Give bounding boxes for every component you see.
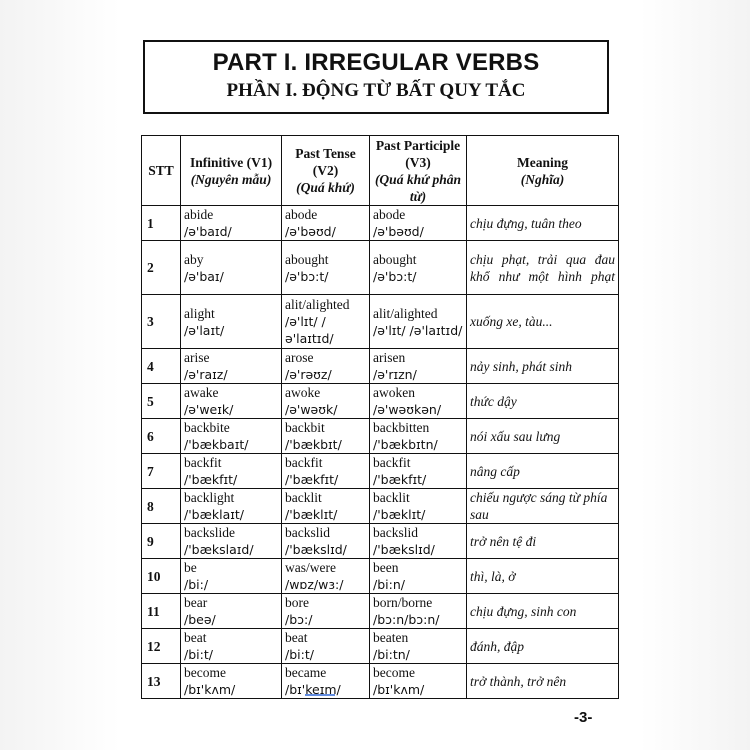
cell-meaning: [467, 349, 619, 384]
cell-meaning: [467, 559, 619, 594]
past-participle-word: arisen: [373, 350, 406, 365]
past-participle-ipa: /ə'bɔ:t/: [373, 268, 417, 284]
cell-past-participle: [370, 594, 467, 629]
row-number: 8: [147, 498, 154, 514]
cell-past-participle: [370, 419, 467, 454]
table-row: [142, 206, 619, 241]
cell-infinitive: [181, 559, 282, 594]
infinitive-ipa: /ə'weɪk/: [184, 402, 234, 417]
cell-infinitive: [181, 241, 282, 295]
row-number: 11: [147, 603, 160, 619]
past-tense-word: bore: [285, 595, 309, 610]
infinitive-word: alight: [184, 305, 215, 321]
past-participle-ipa: /bi:tn/: [373, 647, 410, 662]
infinitive-word: backslide: [184, 525, 235, 540]
infinitive-word: backbite: [184, 420, 230, 435]
infinitive-ipa: /bɪ'kʌm/: [184, 682, 236, 697]
infinitive-ipa: /beə/: [184, 612, 216, 627]
past-tense-ipa: /wɒz/wɜ:/: [285, 577, 344, 592]
cell-past-tense: [282, 206, 370, 241]
cell-stt: [142, 241, 181, 295]
cell-stt: [142, 664, 181, 699]
table-row: [142, 295, 619, 349]
infinitive-ipa: /ə'raɪz/: [184, 367, 228, 382]
page-subtitle: PHẦN I. ĐỘNG TỪ BẤT QUY TẮC: [226, 80, 526, 101]
cell-infinitive: [181, 419, 282, 454]
past-tense-word: backslid: [285, 525, 330, 540]
row-number: 1: [147, 215, 154, 231]
column-header-infinitive: Infinitive (V1) (Nguyên mẫu): [181, 136, 282, 206]
table-header-row: [142, 136, 619, 206]
cell-past-tense: [282, 419, 370, 454]
cell-stt: [142, 419, 181, 454]
cell-past-tense: [282, 524, 370, 559]
past-participle-word: abought: [373, 251, 417, 267]
infinitive-ipa: /'bækfɪt/: [184, 472, 238, 487]
cell-stt: [142, 206, 181, 241]
past-participle-word: backslid: [373, 525, 418, 540]
past-tense-word: was/were: [285, 560, 336, 575]
column-header-stt: STT: [142, 136, 181, 206]
column-header-past-tense: Past Tense (V2) (Quá khứ): [282, 136, 370, 206]
cell-past-tense: [282, 629, 370, 664]
meaning-text: thì, là, ở: [470, 568, 516, 584]
cell-meaning: [467, 594, 619, 629]
cell-meaning: [467, 664, 619, 699]
row-number: 5: [147, 393, 154, 409]
page-number: -3-: [574, 709, 593, 726]
infinitive-ipa: /'bækbaɪt/: [184, 437, 249, 452]
cell-infinitive: [181, 454, 282, 489]
past-participle-word: abode: [373, 207, 406, 222]
meaning-text: trở nên tệ đi: [470, 533, 537, 549]
cell-meaning: [467, 454, 619, 489]
title-box: [143, 40, 609, 114]
table-row: [142, 629, 619, 664]
past-participle-ipa: /ə'bəʊd/: [373, 224, 424, 239]
row-number: 4: [147, 358, 154, 374]
infinitive-word: arise: [184, 350, 210, 365]
cell-stt: [142, 489, 181, 524]
table-row: [142, 454, 619, 489]
cell-stt: [142, 454, 181, 489]
infinitive-word: be: [184, 560, 197, 575]
row-number: 6: [147, 428, 154, 444]
past-participle-ipa: /'bækslɪd/: [373, 542, 435, 557]
table-row: [142, 241, 619, 295]
table-row: [142, 524, 619, 559]
infinitive-ipa: /bi:t/: [184, 647, 213, 662]
meaning-text: nâng cấp: [470, 463, 520, 479]
cell-past-participle: [370, 454, 467, 489]
table-row: [142, 349, 619, 384]
past-tense-ipa: /bɔ:/: [285, 612, 313, 627]
cell-past-participle: [370, 559, 467, 594]
past-participle-ipa: /ə'lɪt/ /ə'laɪtɪd/: [373, 322, 463, 338]
meaning-text: chịu đựng, sinh con: [470, 603, 577, 619]
past-participle-ipa: /'bækfɪt/: [373, 472, 427, 487]
cell-past-tense: [282, 594, 370, 629]
past-tense-word: alit/alighted: [285, 297, 350, 312]
cell-stt: [142, 295, 181, 349]
cell-infinitive: [181, 664, 282, 699]
column-header-meaning: Meaning (Nghĩa): [467, 136, 619, 206]
past-tense-ipa: /ə'lɪt/ /ə'laɪtɪd/: [285, 314, 334, 346]
past-participle-ipa: /bɔ:n/bɔ:n/: [373, 612, 440, 627]
table-row: [142, 489, 619, 524]
cell-past-participle: [370, 629, 467, 664]
past-participle-word: alit/alighted: [373, 305, 438, 321]
past-participle-ipa: /'bæklɪt/: [373, 507, 426, 522]
past-participle-ipa: /ə'wəʊkən/: [373, 402, 442, 417]
cell-stt: [142, 349, 181, 384]
past-tense-ipa: /'bækbɪt/: [285, 437, 342, 452]
past-participle-word: backbitten: [373, 420, 430, 435]
cell-meaning: [467, 629, 619, 664]
row-number: 3: [147, 314, 154, 329]
infinitive-ipa: /'bæklaɪt/: [184, 507, 244, 522]
cell-infinitive: [181, 629, 282, 664]
infinitive-ipa: /ə'baɪ/: [184, 268, 224, 284]
irregular-verbs-table: [141, 135, 619, 699]
past-tense-word: backlit: [285, 490, 322, 505]
infinitive-word: backlight: [184, 490, 235, 505]
cell-past-tense: [282, 489, 370, 524]
cell-past-tense: [282, 295, 370, 349]
meaning-text: thức dậy: [470, 393, 517, 409]
cell-past-tense: [282, 559, 370, 594]
cell-past-tense: [282, 454, 370, 489]
infinitive-ipa: /ə'laɪt/: [184, 322, 225, 338]
past-participle-ipa: /bɪ'kʌm/: [373, 682, 425, 697]
past-participle-word: beaten: [373, 630, 409, 645]
cell-infinitive: [181, 524, 282, 559]
meaning-text: nảy sinh, phát sinh: [470, 358, 573, 374]
past-participle-ipa: /'bækbɪtn/: [373, 437, 438, 452]
past-tense-ipa: /'bækfɪt/: [285, 472, 339, 487]
cell-infinitive: [181, 594, 282, 629]
page-title: PART I. IRREGULAR VERBS: [212, 49, 540, 76]
scan-mark: [305, 680, 335, 696]
past-tense-word: backbit: [285, 420, 325, 435]
cell-stt: [142, 559, 181, 594]
cell-past-participle: [370, 206, 467, 241]
cell-past-participle: [370, 295, 467, 349]
infinitive-ipa: /ə'baɪd/: [184, 224, 232, 239]
past-tense-ipa: /ə'rəʊz/: [285, 367, 332, 382]
cell-infinitive: [181, 295, 282, 349]
past-participle-word: born/borne: [373, 595, 433, 610]
infinitive-word: backfit: [184, 455, 222, 470]
cell-past-tense: [282, 384, 370, 419]
past-tense-word: backfit: [285, 455, 323, 470]
meaning-text: trở thành, trở nên: [470, 673, 567, 689]
past-tense-ipa: /ə'wəʊk/: [285, 402, 338, 417]
table-row: [142, 664, 619, 699]
past-tense-ipa: /ə'bəʊd/: [285, 224, 336, 239]
cell-past-participle: [370, 664, 467, 699]
cell-past-participle: [370, 384, 467, 419]
row-number: 7: [147, 463, 154, 479]
infinitive-word: abide: [184, 207, 214, 222]
cell-meaning: [467, 524, 619, 559]
past-participle-word: backfit: [373, 455, 411, 470]
cell-meaning: [467, 489, 619, 524]
meaning-text: chịu phạt, trải qua đau khổ như một hình phạt: [470, 251, 615, 284]
cell-infinitive: [181, 349, 282, 384]
past-tense-word: arose: [285, 350, 314, 365]
cell-past-participle: [370, 241, 467, 295]
row-number: 9: [147, 533, 154, 549]
past-tense-word: beat: [285, 630, 308, 645]
past-tense-ipa: /ə'bɔ:t/: [285, 268, 329, 284]
cell-stt: [142, 629, 181, 664]
meaning-text: đánh, đập: [470, 638, 524, 654]
row-number: 12: [147, 638, 161, 654]
cell-infinitive: [181, 384, 282, 419]
cell-past-tense: [282, 349, 370, 384]
past-participle-word: backlit: [373, 490, 410, 505]
past-tense-ipa: /'bæklɪt/: [285, 507, 338, 522]
infinitive-word: awake: [184, 385, 219, 400]
cell-meaning: [467, 384, 619, 419]
table-row: [142, 559, 619, 594]
cell-meaning: [467, 419, 619, 454]
cell-past-participle: [370, 349, 467, 384]
cell-meaning: [467, 295, 619, 349]
past-tense-word: abode: [285, 207, 318, 222]
past-participle-word: awoken: [373, 385, 415, 400]
row-number: 10: [147, 568, 161, 584]
cell-past-participle: [370, 489, 467, 524]
meaning-text: xuống xe, tàu...: [470, 314, 553, 329]
past-tense-ipa: /'bækslɪd/: [285, 542, 347, 557]
row-number: 13: [147, 673, 161, 689]
infinitive-word: aby: [184, 251, 204, 267]
cell-infinitive: [181, 489, 282, 524]
cell-stt: [142, 524, 181, 559]
meaning-text: nói xấu sau lưng: [470, 428, 561, 444]
past-tense-word: awoke: [285, 385, 321, 400]
past-tense-ipa: /bɪ'keɪm/: [285, 682, 341, 697]
cell-meaning: [467, 241, 619, 295]
table-row: [142, 594, 619, 629]
past-tense-word: abought: [285, 251, 329, 267]
infinitive-word: become: [184, 665, 226, 680]
cell-stt: [142, 594, 181, 629]
cell-infinitive: [181, 206, 282, 241]
meaning-text: chiếu ngược sáng từ phía sau: [470, 490, 608, 522]
past-tense-ipa: /bi:t/: [285, 647, 314, 662]
infinitive-ipa: /bi:/: [184, 577, 209, 592]
infinitive-ipa: /'bækslaɪd/: [184, 542, 254, 557]
cell-past-participle: [370, 524, 467, 559]
meaning-text: chịu đựng, tuân theo: [470, 215, 582, 231]
column-header-past-participle: Past Participle (V3) (Quá khứ phân từ): [370, 136, 467, 206]
infinitive-word: bear: [184, 595, 208, 610]
past-participle-word: been: [373, 560, 399, 575]
infinitive-word: beat: [184, 630, 207, 645]
cell-stt: [142, 384, 181, 419]
past-participle-ipa: /bi:n/: [373, 577, 405, 592]
table-row: [142, 419, 619, 454]
row-number: 2: [147, 260, 154, 275]
past-participle-word: become: [373, 665, 415, 680]
table-row: [142, 384, 619, 419]
cell-meaning: [467, 206, 619, 241]
past-tense-word: became: [285, 665, 327, 680]
past-participle-ipa: /ə'rɪzn/: [373, 367, 417, 382]
cell-past-tense: [282, 241, 370, 295]
